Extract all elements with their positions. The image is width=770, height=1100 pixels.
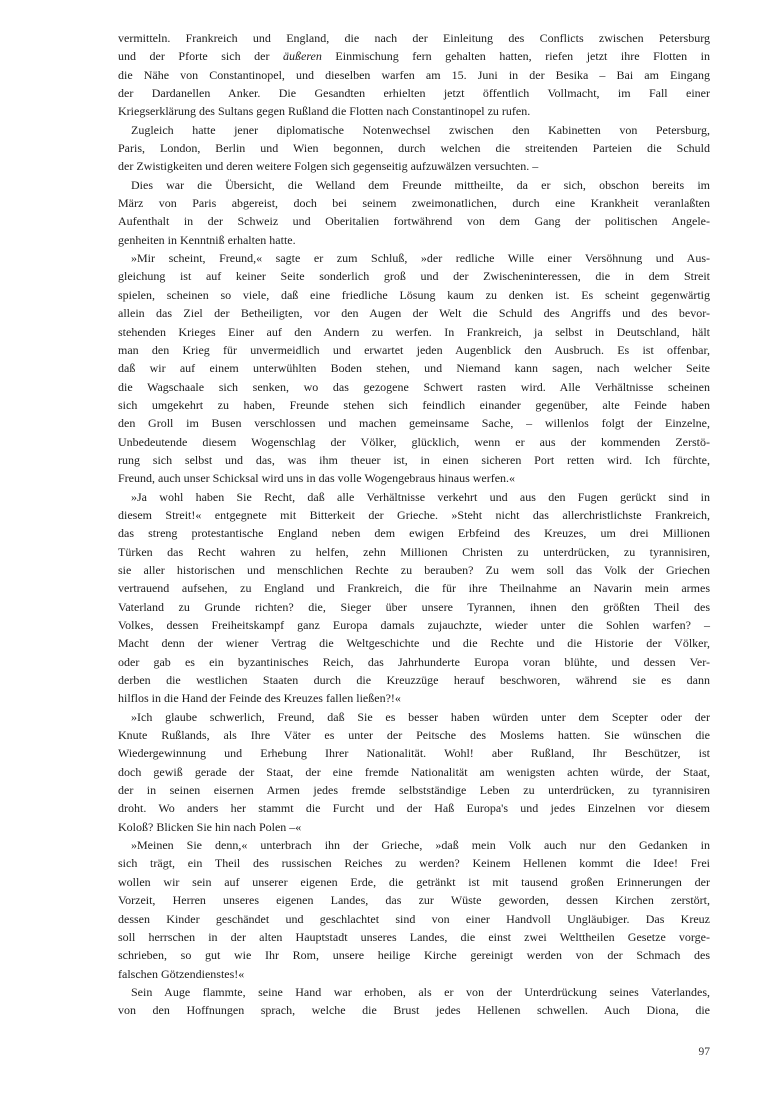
text-line: droht. Wo anders her stammt die Furcht und der Haß Europa's und jedes Einzelnen vor diesem [118,801,710,816]
text-line: Sein Auge flammte, seine Hand war erhoben, als er von der Unterdrückung seines Vaterlandes, [131,984,710,999]
text-line: gleichung ist auf keiner Seite sonderlich groß und der Zwischeninteressen, die in dem Streit [118,269,710,284]
text-line: Kriegserklärung des Sultans gegen Rußland die Flotten nach Constantinopel zu rufen. [118,104,531,119]
page-number: 97 [698,1046,710,1058]
text-line: Türken das Recht wahren zu helfen, zehn Millionen Christen zu unterdrücken, zu tyrannisiren, [118,544,710,559]
text-block [118,29,710,1020]
text-line: dessen Kinder geschändet und geschlachtet sind von einer Handvoll Ungläubiger. Das Kreuz [118,911,710,926]
text-line: hilflos in die Hand der Feinde des Kreuzes fallen ließen?!« [118,691,401,706]
text-line: Dies war die Übersicht, die Welland dem Freunde mittheilte, da er sich, obschon bereits im [131,177,710,192]
text-line: Macht denn der wiener Vertrag die Weltgeschichte und die Rechte und die Historie der Völker, [118,636,710,651]
text-line: diesem Streit!« entgegnete mit Bitterkeit der Grieche. »Steht nicht das allerchristlichste Frankreich, [118,507,710,522]
text-line: stehenden Krieges Einer auf den Andern zu werfen. In Frankreich, ja selbst in Deutschland, hält [118,324,710,339]
text-line: schrieben, so gut wie Ihr Rom, unsere heilige Kirche gereinigt werden von der Schmach des [118,948,710,963]
text-line: Unbedeutende diesem Wogenschlag der Völker, glücklich, wenn er aus der kommenden Zerstö- [118,434,710,449]
text-line: oder gab es ein byzantinisches Reich, das Jahrhunderte Europa voran blühte, und dessen Ver- [118,654,710,669]
text-line: der Zwistigkeiten und deren weitere Folgen sich gegenseitig aufzuwälzen versuchten. – [118,159,539,174]
text-line: »Ich glaube schwerlich, Freund, daß Sie es besser haben würden unter dem Scepter oder der [131,709,710,724]
text-line: Paris, London, Berlin und Wien begonnen, durch welchen die streitenden Parteien die Schuld [118,141,710,156]
text-line: Aufenthalt in der Schweiz und Oberitalien fortwährend von dem Gang der politischen Angele- [118,214,710,229]
text-line: sich trägt, ein Theil des russischen Reiches zu werden? Keinem Hellenen kommt die Idee! Frei [118,856,710,871]
text-line: Wiedergewinnung und Erhebung Ihrer Nationalität. Wohl! aber Rußland, Ihr Beschützer, ist [118,746,710,761]
text-line: wollen wir sein auf unserer eigenen Erde, die getränkt ist mit tausend großen Erinnerungen der [118,874,710,889]
text-line: der in seinen eisernen Armen jedes fremde selbstständige Leben zu unterdrücken, zu tyrannisiren [118,783,710,798]
text-line: die Wagschaale sich senken, wo das gezogene Schwert rasten wird. Alle Verhältnisse scheinen [118,379,710,394]
text-line: Freund, auch unser Schicksal wird uns in das volle Wogengebraus hinaus werfen.« [118,471,516,486]
text-line: soll herrschen in der alten Hauptstadt unseres Landes, die einst zwei Welttheilen Gesetze vorge- [118,929,710,944]
text-line: genheiten in Kenntniß erhalten hatte. [118,232,296,247]
text-line: Koloß? Blicken Sie hin nach Polen –« [118,819,302,834]
text-line: die Nähe von Constantinopel, und dieselben warfen am 15. Juni in der Besika – Bai am Eingang [118,67,710,82]
text-line: rung sich selbst und das, was ihm theuer ist, in einen sicheren Port retten wird. Ich fürchte, [118,452,710,467]
text-line: vertrauend aufsehen, zu England und Frankreich, die für ihre Theilnahme an Navarin mein armes [118,581,710,596]
text-line: spielen, scheinen so viele, daß eine friedliche Lösung kaum zu denken ist. Es scheint gegenwärtig [118,287,710,302]
text-line: vermitteln. Frankreich und England, die nach der Einleitung des Conflicts zwischen Petersburg [118,31,710,45]
text-line: doch gewiß gerade der Staat, der eine fremde Nationalität am wenigsten achten würde, der Staat, [118,764,710,779]
text-line: falschen Götzendienstes!« [118,966,245,981]
text-line: Vorzeit, Herren unseres eigenen Landes, das zur Wüste geworden, dessen Kirchen zerstört, [118,893,710,908]
text-line: »Meinen Sie denn,« unterbrach ihn der Grieche, »daß mein Volk auch nur den Gedanken in [131,838,710,853]
text-line: sich umgekehrt zu haben, Freunde stehen sich feindlich einander gegenüber, alte Feinde haben [118,397,710,412]
text-line: daß wir auf einem unterwühlten Boden stehen, und Niemand kann sagen, nach welcher Seite [118,361,710,376]
text-line: von den Hoffnungen sprach, welche die Brust jedes Hellenen schwellen. Auch Diona, die [118,1003,710,1018]
text-line: »Ja wohl haben Sie Recht, daß alle Verhältnisse verkehrt und aus den Fugen gerückt sind in [131,489,710,504]
text-line: und der Pforte sich der äußeren Einmischung fern gehalten hatten, riefen jetzt ihre Flotten in [118,49,710,64]
text-line: derben die westlichen Staaten durch die Kreuzzüge herauf beschworen, während sie es dann [118,673,710,688]
text-line: sie aller historischen und menschlichen Rechte zu berauben? Zu wem soll das Volk der Griechen [118,562,710,577]
text-line: Volkes, dessen Freiheitskampf ganz Europa damals zujauchzte, wieder unter die Sohlen warfen? – [118,618,710,632]
text-line: Knute Rußlands, als Ihre Väter es unter der Peitsche des Moslems hatten. Sie wünschen die [118,728,710,743]
text-line: der Dardanellen Anker. Die Gesandten erhielten jetzt öffentlich Vollmacht, im Fall einer [118,86,710,101]
text-line: März von Paris abgereist, doch bei seinem zweimonatlichen, durch eine Krankheit veranlaßten [118,196,710,211]
text-line: »Mir scheint, Freund,« sagte er zum Schluß, »der redliche Wille einer Versöhnung und Aus- [131,251,710,266]
text-line: allein das Ziel der Betheiligten, vor den Augen der Welt die Schuld des Angriffs und des bevor- [118,306,710,321]
text-line: das streng protestantische England neben dem ewigen Erbfeind des Kreuzes, um drei Millionen [118,526,710,541]
text-line: man den Krieg für unvermeidlich und erwartet jeden Augenblick den Ausbruch. Es ist offenbar, [118,342,710,357]
text-line: Zugleich hatte jener diplomatische Notenwechsel zwischen den Kabinetten von Petersburg, [131,122,710,137]
text-line: den Groll im Busen verschlossen und machen gemeinsame Sache, – willenlos folgt der Einzelne, [118,416,710,431]
text-line: Vaterland zu Grunde richten? die, Sieger über unsere Tyrannen, ihnen den größten Theil des [118,599,710,614]
